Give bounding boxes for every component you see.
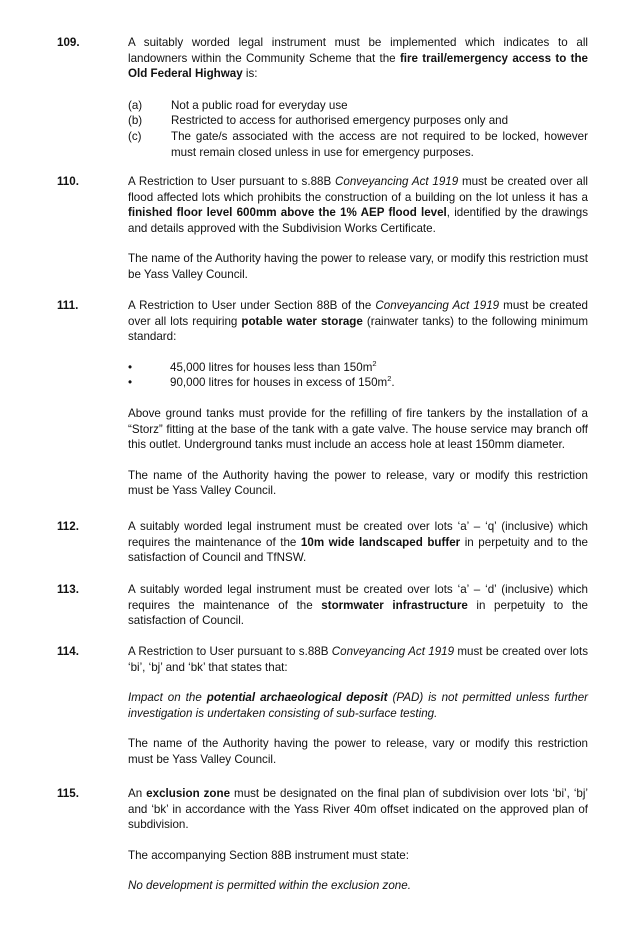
text-run: A suitably worded legal instrument must be implemented which indicates to all landowners within the Community Scheme that the <box>128 36 588 65</box>
condition-body <box>128 35 588 160</box>
text-run: must be created over all flood affected lots which prohibits the construction of a building on the lot unless it has a <box>128 175 588 204</box>
condition-body <box>128 298 588 499</box>
list-key: (b) <box>128 114 143 128</box>
bullet-icon: • <box>128 360 133 374</box>
text-run: A Restriction to User pursuant to s.88B <box>128 645 332 658</box>
condition-text <box>128 582 588 629</box>
bullet-icon: • <box>128 376 133 390</box>
text-run: must be created over all lots requiring <box>128 299 589 328</box>
condition-text <box>128 644 588 675</box>
act-title: Conveyancing Act 1919 <box>375 299 500 312</box>
superscript: 2 <box>387 374 392 384</box>
condition-number: 111. <box>57 299 79 312</box>
text-run: Impact on the <box>128 691 207 705</box>
condition-number: 110. <box>57 175 79 188</box>
bullet-tail: . <box>391 376 395 390</box>
emphasis-text: potential archaeological deposit <box>206 691 388 705</box>
text-run: in perpetuity to the satisfaction of Council. <box>128 598 588 628</box>
condition-number: 109. <box>57 36 80 49</box>
act-title: Conveyancing Act 1919 <box>335 175 459 188</box>
condition-number: 115. <box>57 787 79 800</box>
condition-body <box>128 519 588 566</box>
lettered-list <box>128 98 588 160</box>
condition-body <box>128 174 588 283</box>
authority-text: The name of the Authority having the power to release, vary or modify this restriction must be Yass Valley Council. <box>128 468 588 498</box>
condition-body <box>128 786 588 894</box>
emphasis-text: stormwater infrastructure <box>321 598 468 612</box>
act-title: Conveyancing Act 1919 <box>331 645 455 658</box>
list-item <box>128 129 588 160</box>
condition-body <box>128 582 588 629</box>
condition-number: 114. <box>57 645 79 658</box>
text-run: , identified by the drawings and details approved with the Subdivision Works Certificate. <box>128 206 588 235</box>
emphasis-text: exclusion zone <box>146 787 231 800</box>
tank-requirements-text: Above ground tanks must provide for the refilling of fire tankers by the installation of a “Storz” fitting at the base of the tank with a gate valve. The house service may branch off this outlet. Underground tanks must include an access hole at least 150mm diameter. <box>128 406 588 452</box>
condition-text <box>128 519 588 566</box>
bullet-item <box>128 375 588 391</box>
bullet-list <box>128 360 588 391</box>
text-run: must be designated on the final plan of subdivision over lots ‘bi’, ‘bj’ and ‘bk’ in accordance with the Yass River 40m offset indicated on the approved plan of subdivision. <box>128 787 588 832</box>
condition-text <box>128 298 588 345</box>
text-run: A suitably worded legal instrument must be created over lots ‘a’ – ‘d’ (inclusive) which requires the maintenance of the <box>128 583 588 612</box>
list-text: The gate/s associated with the access are not required to be locked, however must remain closed unless in use for emergency purposes. <box>171 129 588 159</box>
quoted-restriction: No development is permitted within the exclusion zone. <box>128 879 411 893</box>
list-text: Not a public road for everyday use <box>171 98 348 112</box>
condition-text <box>128 35 588 82</box>
list-key: (c) <box>128 129 142 143</box>
text-run: A suitably worded legal instrument must be created over lots ‘a’ – ‘q’ (inclusive) which requires the maintenance of the <box>128 520 588 549</box>
text-run: A Restriction to User under Section 88B of the <box>128 299 376 312</box>
emphasis-text: 10m wide landscaped buffer <box>300 535 461 549</box>
emphasis-text: potable water storage <box>241 314 363 328</box>
condition-number: 112. <box>57 520 79 533</box>
condition-text <box>128 786 588 833</box>
bullet-text: 45,000 litres for houses less than 150m <box>170 360 373 374</box>
list-key: (a) <box>128 98 143 112</box>
text-run: (rainwater tanks) to the following minimum standard: <box>128 314 588 344</box>
authority-text: The name of the Authority having the power to release, vary or modify this restriction must be Yass Valley Council. <box>128 737 588 766</box>
text-run: An <box>128 787 147 800</box>
authority-text: The name of the Authority having the power to release vary, or modify this restriction must be Yass Valley Council. <box>128 252 588 281</box>
list-text: Restricted to access for authorised emergency purposes only and <box>171 114 509 128</box>
text-run: must be created over lots ‘bi’, ‘bj’ and ‘bk’ that states that: <box>128 645 589 674</box>
bullet-item <box>128 360 588 376</box>
bullet-text: 90,000 litres for houses in excess of 150m <box>170 376 388 390</box>
quoted-restriction <box>128 690 588 721</box>
text-run: is: <box>242 67 258 81</box>
text-run: A Restriction to User pursuant to s.88B <box>128 175 335 188</box>
condition-number: 113. <box>57 583 79 596</box>
list-item <box>128 98 588 114</box>
list-item <box>128 113 588 129</box>
condition-text <box>128 174 588 236</box>
instrument-text: The accompanying Section 88B instrument must state: <box>128 848 409 862</box>
text-run: (PAD) is not permitted unless further investigation is undertaken consisting of sub-surface testing. <box>128 691 589 720</box>
emphasis-text: finished floor level 600mm above the 1% AEP flood level <box>128 206 447 220</box>
text-run: in perpetuity and to the satisfaction of Council and TfNSW. <box>128 535 588 565</box>
condition-body <box>128 644 588 768</box>
emphasis-text: fire trail/emergency access to the Old Federal Highway <box>128 51 589 81</box>
superscript: 2 <box>372 358 377 368</box>
